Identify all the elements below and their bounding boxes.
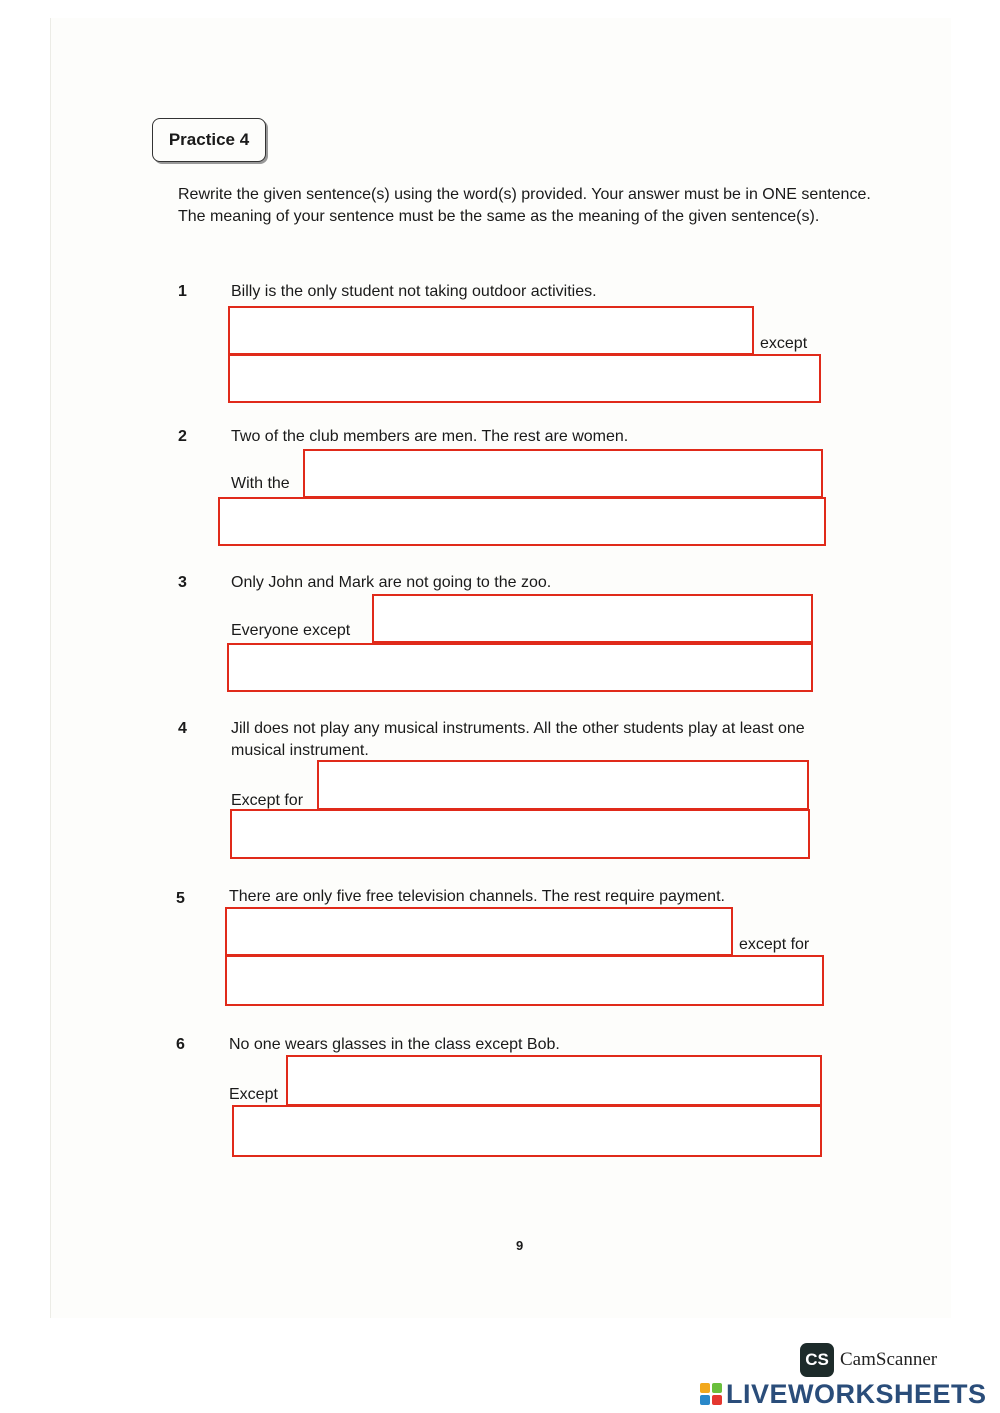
camscanner-logo-icon: CS: [800, 1343, 834, 1377]
question-number: 2: [178, 428, 187, 445]
answer-input-6a[interactable]: [286, 1055, 822, 1106]
prompt-word: With the: [231, 475, 290, 492]
question-number: 5: [176, 890, 185, 907]
prompt-word: Everyone except: [231, 622, 351, 639]
question-text: No one wears glasses in the class except Bob.: [229, 1036, 560, 1053]
answer-input-1b[interactable]: [228, 354, 821, 403]
liveworksheets-text: LIVEWORKSHEETS: [726, 1378, 987, 1409]
answer-input-4b[interactable]: [230, 809, 810, 859]
answer-input-6b[interactable]: [232, 1105, 822, 1157]
prompt-word: except: [760, 335, 808, 352]
answer-input-3a[interactable]: [372, 594, 813, 643]
practice-title: Practice 4: [152, 118, 266, 162]
answer-input-5b[interactable]: [225, 955, 824, 1006]
prompt-word: Except: [229, 1086, 278, 1103]
prompt-word: Except for: [231, 792, 304, 809]
liveworksheets-logo: [700, 1378, 987, 1410]
question-number: 4: [178, 720, 187, 737]
question-number: 3: [178, 574, 187, 591]
answer-input-2a[interactable]: [303, 449, 823, 498]
instructions: Rewrite the given sentence(s) using the word(s) provided. Your answer must be in ONE sentence. The meaning of your sentence must be the same as the meaning of the given sentence(s).: [178, 186, 871, 225]
liveworksheets-grid-icon: [700, 1383, 722, 1405]
question-text: Jill does not play any musical instruments. All the other students play at least one musical instrument.: [231, 720, 805, 759]
answer-input-4a[interactable]: [317, 760, 809, 810]
page-number: 9: [516, 1238, 524, 1253]
question-text: There are only five free television channels. The rest require payment.: [229, 888, 725, 905]
question-text: Two of the club members are men. The rest are women.: [231, 428, 629, 445]
question-text: Billy is the only student not taking outdoor activities.: [231, 283, 597, 300]
answer-input-1a[interactable]: [228, 306, 754, 355]
answer-input-3b[interactable]: [227, 643, 813, 692]
camscanner-watermark: [800, 1342, 937, 1378]
question-number: 6: [176, 1036, 185, 1053]
answer-input-2b[interactable]: [218, 497, 826, 546]
prompt-word: except for: [739, 936, 810, 953]
question-number: 1: [178, 283, 187, 300]
camscanner-text: CamScanner: [840, 1349, 938, 1370]
question-text: Only John and Mark are not going to the zoo.: [231, 574, 552, 591]
answer-input-5a[interactable]: [225, 907, 733, 956]
